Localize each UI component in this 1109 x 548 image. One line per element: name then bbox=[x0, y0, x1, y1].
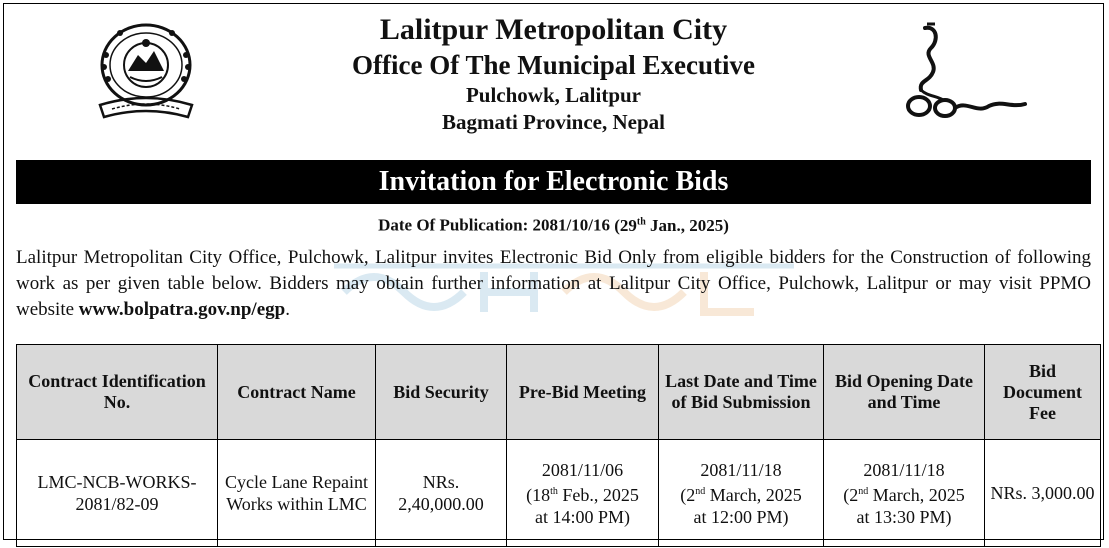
notice-page bbox=[3, 3, 1104, 540]
col-header-last-submission: Last Date and Time of Bid Submission bbox=[659, 345, 824, 440]
intro-paragraph: Lalitpur Metropolitan City Office, Pulchowk, Lalitpur invites Electronic Bid Only from eligible bidders for the Construction of following work as per given table below. Bidders may obtain further information at Lalitpur City Office, Pulchowk, Lalitpur or may visit PPMO website www.bolpatra.gov.np/egp. bbox=[16, 247, 1091, 320]
address-line-1: Pulchowk, Lalitpur bbox=[465, 83, 642, 107]
cell-bid-opening: 2081/11/18 (2nd March, 2025 at 13:30 PM) bbox=[824, 440, 985, 547]
cell-last-submission: 2081/11/18 (2nd March, 2025 at 12:00 PM) bbox=[659, 440, 824, 547]
col-header-contract-name: Contract Name bbox=[218, 345, 376, 440]
cell-bid-security: NRs. 2,40,000.00 bbox=[376, 440, 507, 547]
bids-table bbox=[16, 344, 1101, 547]
col-header-prebid-meeting: Pre-Bid Meeting bbox=[507, 345, 659, 440]
publication-date-ad: (29th Jan., 2025) bbox=[614, 215, 729, 235]
notice-title-banner: Invitation for Electronic Bids bbox=[16, 160, 1091, 204]
intro-text: Lalitpur Metropolitan City Office, Pulchowk, Lalitpur invites Electronic Bid Only from eligible bidders for the Construction of following work as per given table below. Bidders may obtain further information at Lalitpur City Office, Pulchowk, Lalitpur or may visit PPMO website bbox=[16, 247, 1091, 320]
col-header-contract-id: Contract Identification No. bbox=[17, 345, 218, 440]
table-row bbox=[17, 440, 1101, 547]
address-line-2: Bagmati Province, Nepal bbox=[441, 110, 665, 134]
office-name: Office Of The Municipal Executive bbox=[352, 50, 755, 80]
org-name: Lalitpur Metropolitan City bbox=[379, 13, 728, 46]
col-header-document-fee: Bid Document Fee bbox=[985, 345, 1101, 440]
cell-contract-name: Cycle Lane Repaint Works within LMC bbox=[218, 440, 376, 547]
col-header-bid-opening: Bid Opening Date and Time bbox=[824, 345, 985, 440]
publication-date-bs: 2081/10/16 bbox=[532, 215, 610, 235]
cell-contract-id: LMC-NCB-WORKS-2081/82-09 bbox=[17, 440, 218, 547]
lalitpur-om-logo-icon bbox=[897, 22, 1032, 127]
cell-prebid-meeting: 2081/11/06 (18th Feb., 2025 at 14:00 PM) bbox=[507, 440, 659, 547]
col-header-bid-security: Bid Security bbox=[376, 345, 507, 440]
ppmo-website-link[interactable]: www.bolpatra.gov.np/egp bbox=[78, 299, 286, 320]
publication-date bbox=[4, 211, 1103, 237]
table-header-row bbox=[17, 345, 1101, 440]
cell-document-fee: NRs. 3,000.00 bbox=[985, 440, 1101, 547]
publication-label: Date Of Publication: bbox=[378, 215, 529, 235]
